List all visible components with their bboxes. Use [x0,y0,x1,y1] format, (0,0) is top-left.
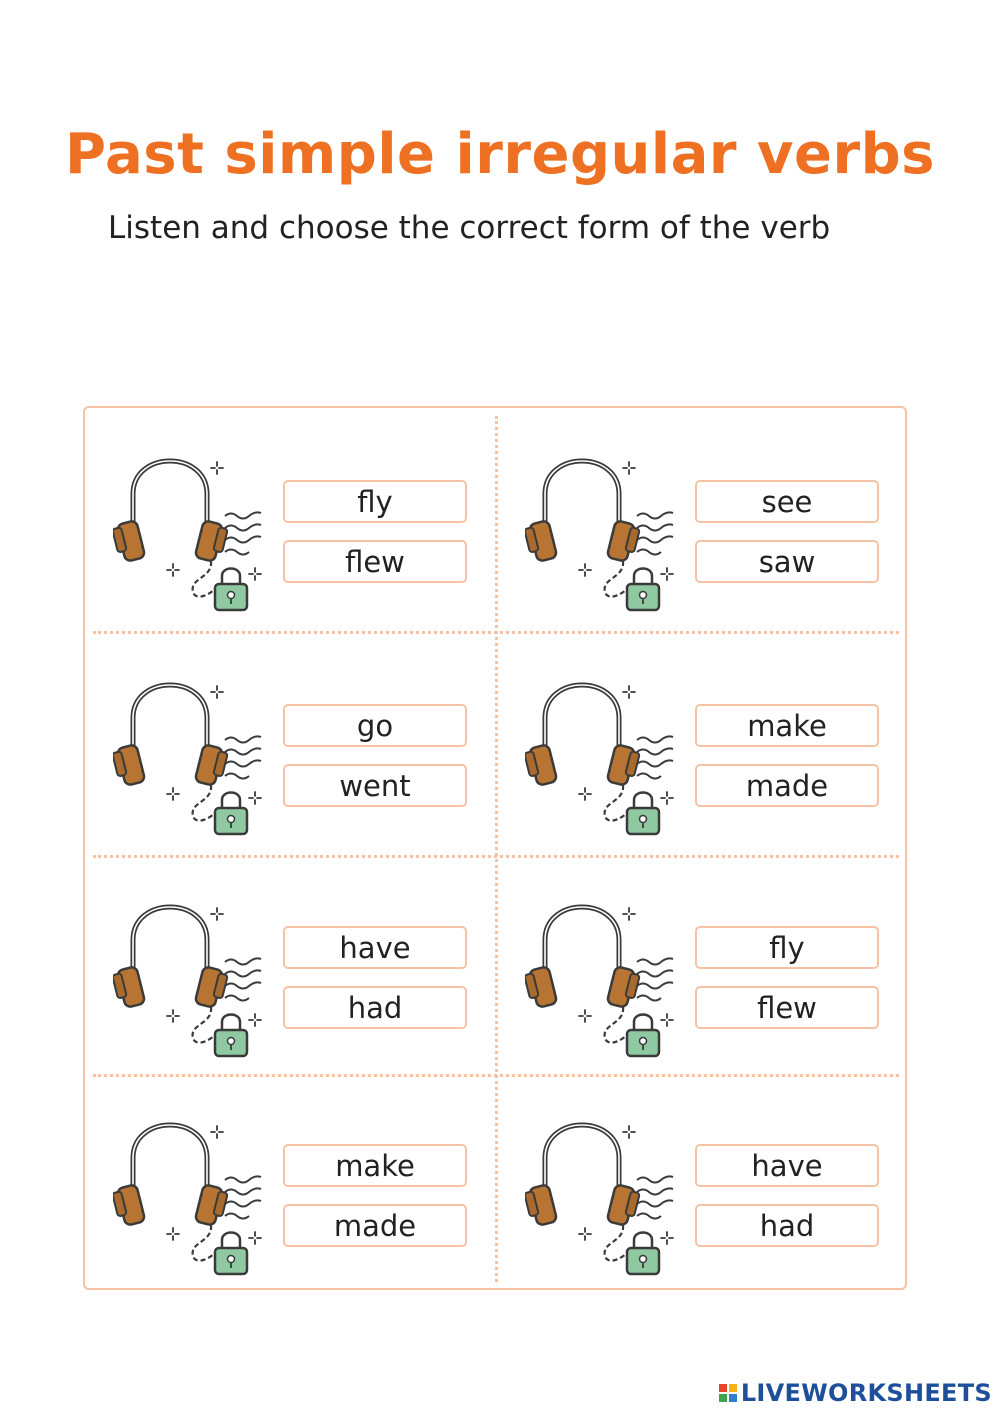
exercise-item-7 [85,1072,495,1293]
liveworksheets-logo [719,1377,992,1409]
exercise-item-6 [497,854,907,1075]
option-button[interactable]: make [695,704,879,747]
exercise-item-2 [497,408,907,629]
logo-text: LIVEWORKSHEETS [740,1379,992,1407]
headphones-icon[interactable] [525,1120,685,1280]
option-button[interactable]: fly [695,926,879,969]
exercise-item-5 [85,854,495,1075]
option-button[interactable]: go [283,704,467,747]
exercise-item-8 [497,1072,907,1293]
option-button[interactable]: have [695,1144,879,1187]
option-button[interactable]: saw [695,540,879,583]
exercise-item-1 [85,408,495,629]
headphones-icon[interactable] [113,456,273,616]
option-button[interactable]: flew [283,540,467,583]
option-button[interactable]: went [283,764,467,807]
exercise-grid [83,406,907,1290]
headphones-icon[interactable] [525,680,685,840]
option-button[interactable]: made [283,1204,467,1247]
headphones-icon[interactable] [113,680,273,840]
option-button[interactable]: made [695,764,879,807]
option-button[interactable]: had [695,1204,879,1247]
instructions: Listen and choose the correct form of the verb [108,210,831,246]
headphones-icon[interactable] [113,902,273,1062]
option-button[interactable]: flew [695,986,879,1029]
option-button[interactable]: make [283,1144,467,1187]
exercise-item-4 [497,632,907,853]
logo-blocks-icon [719,1384,737,1402]
option-button[interactable]: had [283,986,467,1029]
option-button[interactable]: have [283,926,467,969]
headphones-icon[interactable] [525,902,685,1062]
headphones-icon[interactable] [525,456,685,616]
headphones-icon[interactable] [113,1120,273,1280]
page-title: Past simple irregular verbs [64,122,936,187]
exercise-item-3 [85,632,495,853]
option-button[interactable]: see [695,480,879,523]
option-button[interactable]: fly [283,480,467,523]
